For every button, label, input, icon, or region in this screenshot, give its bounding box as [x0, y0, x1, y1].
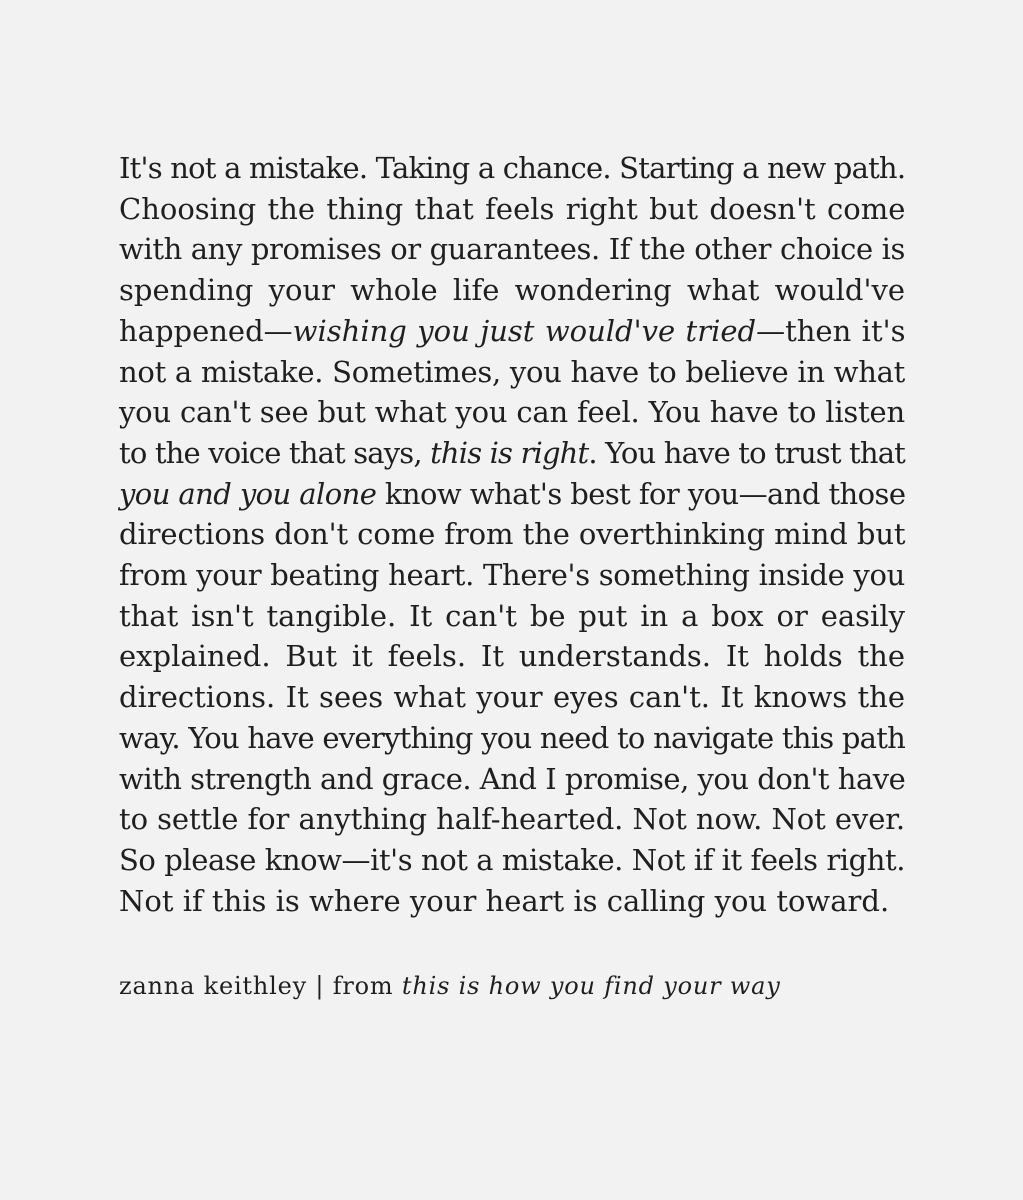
quote-line: to settle for anything half-hearted. Not now. Not ever.	[119, 802, 905, 837]
book-title: this is how you find your way	[401, 972, 781, 1000]
quote-line: to the voice that says, this is right. You have to trust that	[119, 435, 905, 470]
attribution	[119, 972, 781, 1000]
quote-line: directions don't come from the overthinking mind but	[119, 517, 906, 552]
author-credit: zanna keithley | from	[119, 972, 402, 1000]
quote-line: with strength and grace. And I promise, you don't have	[119, 761, 906, 796]
quote-line: that isn't tangible. It can't be put in a box or easily	[119, 598, 905, 633]
quote-line: way. You have everything you need to navigate this path	[119, 720, 906, 755]
quote-text	[119, 148, 905, 921]
quote-line: from your beating heart. There's something inside you	[119, 558, 905, 593]
quote-line: Choosing the thing that feels right but doesn't come	[119, 191, 906, 226]
quote-line: you can't see but what you can feel. You have to listen	[119, 395, 905, 430]
quote-line: not a mistake. Sometimes, you have to believe in what	[119, 354, 905, 389]
quote-line: you and you alone know what's best for you—and those	[119, 476, 906, 511]
italic-phrase: you and you alone	[119, 476, 377, 511]
quote-line: happened—wishing you just would've tried—then it's	[119, 313, 906, 348]
quote-line: directions. It sees what your eyes can't. It knows the	[119, 680, 905, 715]
quote-line: Not if this is where your heart is calling you toward.	[119, 883, 890, 918]
quote-line: spending your whole life wondering what would've	[119, 273, 905, 308]
quote-line: It's not a mistake. Taking a chance. Starting a new path.	[119, 151, 906, 185]
quote-line: with any promises or guarantees. If the other choice is	[119, 232, 905, 267]
italic-phrase: this is right	[430, 435, 589, 470]
italic-phrase: wishing you just would've tried	[292, 313, 757, 348]
quote-line: explained. But it feels. It understands. It holds the	[119, 639, 905, 674]
quote-line: So please know—it's not a mistake. Not if it feels right.	[119, 842, 905, 877]
